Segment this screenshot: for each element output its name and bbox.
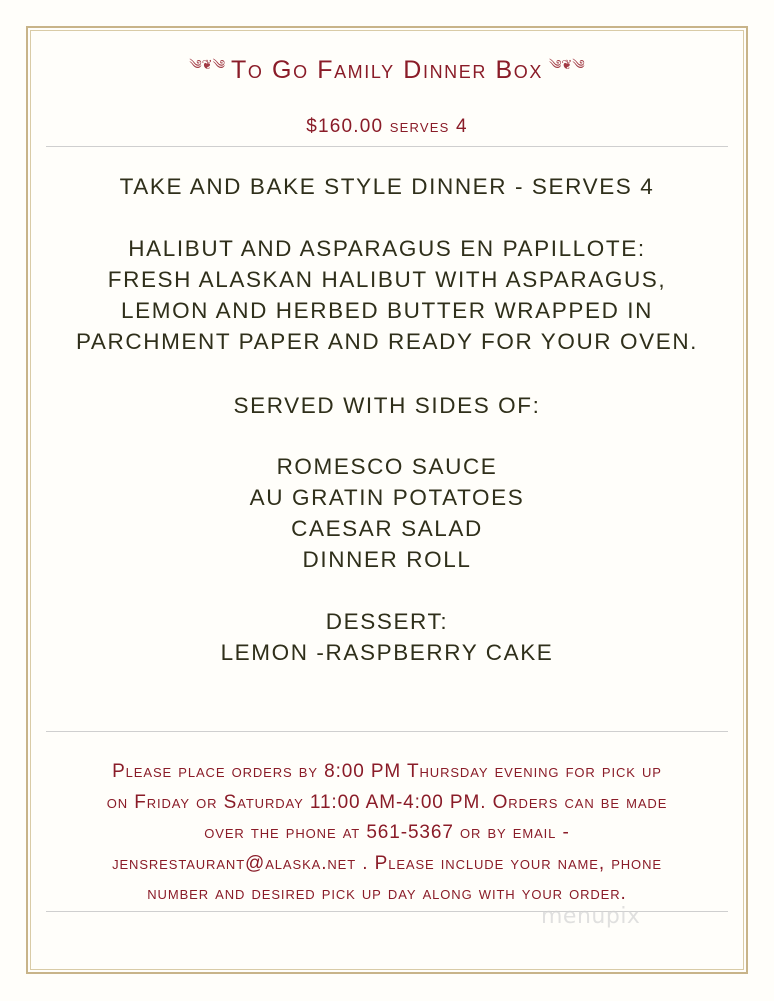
divider (46, 731, 728, 732)
page-title: To Go Family Dinner Box (231, 56, 543, 85)
side-item: DINNER ROLL (302, 547, 472, 572)
sides-list (40, 451, 734, 575)
order-line: over the phone at 561-5367 or by email - (204, 822, 570, 843)
entree-line: PARCHMENT PAPER AND READY FOR YOUR OVEN. (75, 329, 699, 354)
title-row (0, 53, 774, 90)
ornament-left-icon: ༄❦༄ (189, 57, 225, 72)
entree-description (40, 233, 734, 357)
style-line-block (40, 171, 734, 202)
entree-line: FRESH ALASKAN HALIBUT WITH ASPARAGUS, (107, 267, 667, 292)
order-line: jensrestaurant@alaska.net . Please include your name, phone (112, 852, 662, 874)
order-instructions (40, 757, 734, 910)
divider (46, 146, 728, 147)
side-item: AU GRATIN POTATOES (249, 485, 525, 510)
side-item: CAESAR SALAD (291, 516, 483, 541)
entree-line: LEMON AND HERBED BUTTER WRAPPED IN (121, 298, 653, 323)
side-item: ROMESCO SAUCE (276, 454, 498, 479)
sides-heading-block (40, 390, 734, 421)
dessert-block (40, 606, 734, 668)
dessert-item: LEMON -RASPBERRY CAKE (220, 640, 554, 665)
dessert-heading: DESSERT: (325, 609, 449, 634)
sides-heading: SERVED WITH SIDES OF: (233, 393, 541, 418)
order-line: on Friday or Saturday 11:00 AM-4:00 PM. Orders can be made (106, 791, 668, 813)
ornament-right-icon: ༄❦༄ (549, 57, 585, 72)
entree-line: HALIBUT AND ASPARAGUS EN PAPILLOTE: (128, 236, 646, 261)
style-line: TAKE AND BAKE STYLE DINNER - SERVES 4 (119, 174, 655, 199)
price-line: $160.00 serves 4 (306, 116, 468, 137)
watermark: menupix (541, 904, 641, 929)
order-line: number and desired pick up day along with your order. (147, 883, 627, 904)
order-line: Please place orders by 8:00 PM Thursday evening for pick up (112, 761, 662, 782)
